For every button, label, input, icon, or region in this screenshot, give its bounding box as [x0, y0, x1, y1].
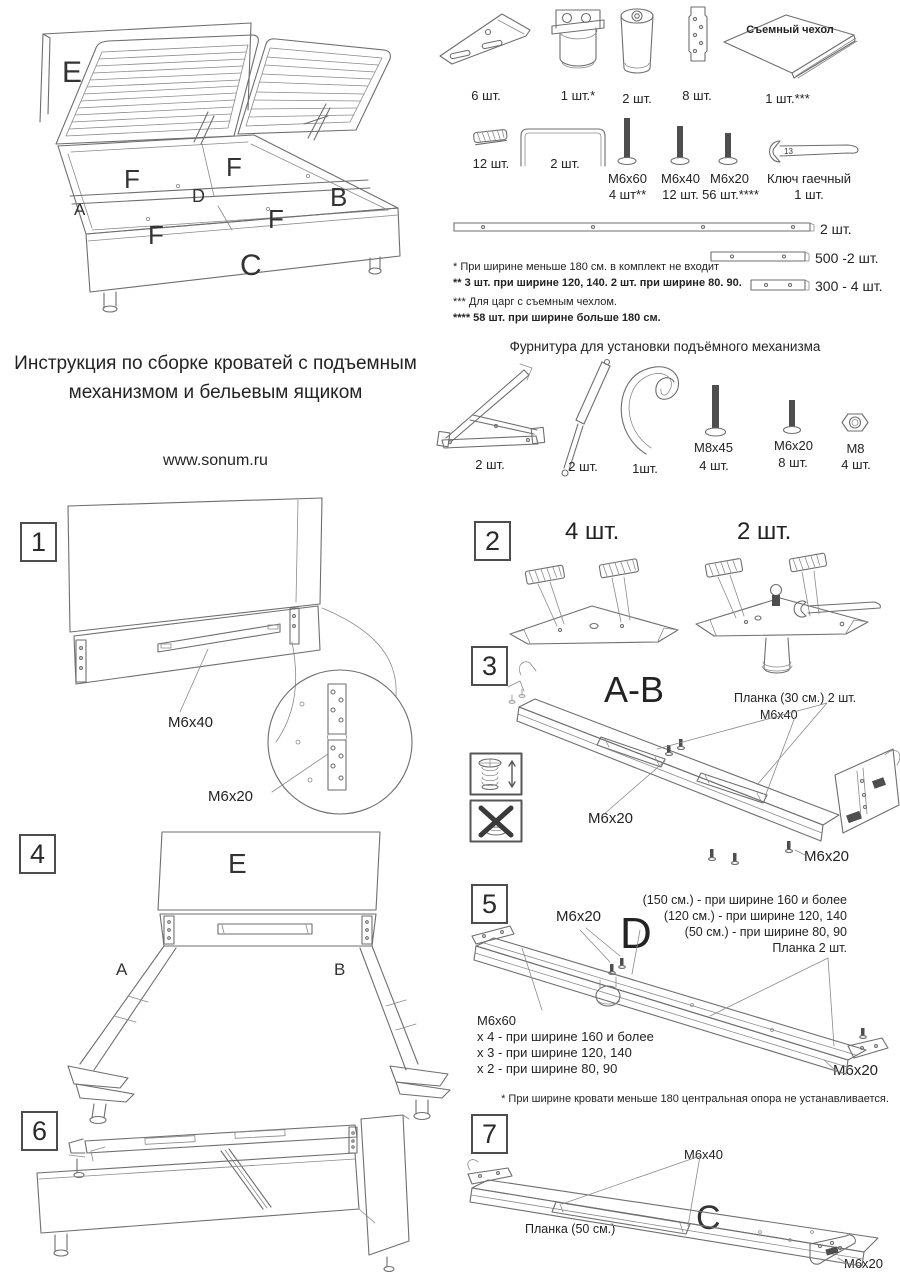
nut-m8-icon [840, 412, 870, 434]
step5-plank-label: Планка 2 шт. [772, 941, 847, 955]
overview-label-side-right: B [330, 182, 348, 212]
step7-m6x40-label: М6х40 [684, 1147, 724, 1162]
bolt-m8x45-label: М8х45 [693, 440, 734, 455]
step-1-number: 1 [20, 522, 57, 562]
step5-option-150: (150 см.) - при ширине 160 и более [642, 893, 847, 907]
step5-illustration [462, 900, 892, 1095]
mid-bar-qty: 500 -2 шт. [815, 250, 879, 266]
step5-count-80: х 2 - при ширине 80, 90 [477, 1061, 618, 1076]
lift-bolt-m6x20-qty: 8 шт. [778, 455, 808, 470]
step6-illustration [25, 1113, 465, 1278]
leg-icon [618, 6, 656, 82]
step5-option-50: (50 см.) - при ширине 80, 90 [684, 925, 847, 939]
corner-bracket-icon [436, 6, 536, 68]
overview-label-headboard: E [62, 56, 83, 89]
step7-m6x20-label: М6х20 [844, 1256, 884, 1271]
lift-mechanism-qty: 2 шт. [475, 457, 505, 472]
bolt-m6x20-qty: 56 шт.**** [702, 187, 759, 202]
long-bar-icon [453, 219, 817, 235]
step3-title: A-B [604, 669, 665, 710]
removable-cover-icon [720, 10, 858, 80]
bolt-m8x45-icon [704, 383, 728, 439]
flat-plate-icon [682, 5, 712, 65]
step5-letter-d: D [620, 909, 652, 958]
wrench-label: Ключ гаечный [766, 171, 852, 186]
step4-illustration [50, 826, 450, 1106]
step1-m6x40-label: М6х40 [168, 714, 214, 731]
step7-illustration [460, 1140, 900, 1280]
long-bar-qty: 2 шт. [820, 221, 852, 237]
bed-overview-figure [8, 4, 444, 344]
step7-plank-label: Планка (50 см.) [525, 1222, 616, 1236]
step2-bracket-4x-illustration [502, 560, 687, 655]
bolt-m6x60-icon [617, 116, 637, 166]
strap-icon [610, 360, 690, 460]
short-bar-qty: 300 - 4 шт. [815, 278, 883, 294]
bolt-m6x40-qty: 12 шт. [662, 187, 699, 202]
removable-cover-qty: 1 шт.*** [765, 91, 810, 106]
step3-m6x40-label: М6х40 [760, 708, 798, 722]
step3-m6x20-mid-label: М6х20 [588, 810, 634, 827]
removable-cover-label: Съемный чехол [746, 24, 834, 36]
bolt-m6x60-qty: 4 шт** [608, 187, 647, 202]
lift-hardware-title: Фурнитура для установки подъёмного механизма [509, 339, 821, 354]
step5-count-160: х 4 - при ширине 160 и более [477, 1029, 654, 1044]
step5-option-120: (120 см.) - при ширине 120, 140 [663, 909, 847, 923]
bolt-m8x45-qty: 4 шт. [699, 458, 729, 473]
mid-bar-icon [710, 249, 812, 265]
short-bar-icon [750, 277, 812, 294]
step7-letter-c: C [696, 1199, 721, 1237]
overview-label-side-left: A [74, 200, 86, 219]
bolt-m6x40-icon [670, 124, 690, 166]
bolt-m6x40-label: М6х40 [660, 171, 701, 186]
step5-m6x60-label: М6х60 [477, 1013, 517, 1028]
step5-m6x20-bottom-label: М6х20 [833, 1062, 879, 1079]
step4-label-side-left: A [116, 960, 128, 979]
step3-illustration [505, 655, 900, 883]
step5-note: * При ширине кровати меньше 180 центральная опора не устанавливается. [501, 1093, 889, 1105]
kit-note-1: * При ширине меньше 180 см. в комплект не входит [453, 261, 720, 273]
plug-qty: 12 шт. [472, 156, 510, 171]
step2-qty4-label: 4 шт. [565, 518, 620, 545]
step3-m6x20-bottom-label: М6х20 [804, 848, 850, 865]
flat-plate-qty: 8 шт. [682, 88, 712, 103]
step-2-number: 2 [474, 521, 511, 561]
wrench-size-mark: 13 [784, 147, 793, 156]
overview-label-bottom-panel-3: F [148, 220, 164, 250]
wrench-qty: 1 шт. [794, 187, 824, 202]
document-title-line2: механизмом и бельевым ящиком [68, 382, 363, 403]
kit-note-3: *** Для царг с съемным чехлом. [453, 296, 617, 308]
center-leg-bracket-icon [550, 6, 606, 78]
leg-qty: 2 шт. [622, 91, 652, 106]
lift-mechanism-icon [436, 356, 554, 454]
overview-label-bottom-panel-2: F [226, 152, 242, 182]
corner-bracket-qty: 6 шт. [471, 88, 501, 103]
step-5-number: 5 [471, 884, 508, 924]
kit-note-2: ** 3 шт. при ширине 120, 140. 2 шт. при ширине 80. 90. [453, 277, 742, 289]
bolt-m6x60-label: М6х60 [607, 171, 648, 186]
step-6-number: 6 [21, 1111, 58, 1151]
step1-illustration [40, 492, 460, 822]
step1-m6x20-label: М6х20 [208, 788, 254, 805]
bolt-m6x20-label: М6х20 [709, 171, 750, 186]
overview-label-front-panel: C [240, 249, 262, 282]
lift-bolt-m6x20-icon [783, 398, 801, 436]
step2-qty2-label: 2 шт. [737, 518, 792, 545]
step4-label-headboard: E [228, 848, 247, 879]
overview-label-bottom-panel-1: F [124, 164, 140, 194]
nut-m8-qty: 4 шт. [841, 457, 871, 472]
overview-label-bottom-panel-4: F [268, 204, 284, 234]
bolt-m6x20-icon [718, 131, 738, 166]
step-4-number: 4 [19, 834, 56, 874]
step4-label-side-right: B [334, 960, 346, 979]
overview-label-center-beam: D [192, 186, 205, 206]
strap-qty: 1шт. [632, 461, 658, 476]
lift-bolt-m6x20-label: М6х20 [773, 438, 814, 453]
step3-plank-label: Планка (30 см.) 2 шт. [734, 691, 857, 705]
gas-strut-qty: 2 шт. [568, 459, 598, 474]
center-leg-qty: 1 шт.* [560, 88, 596, 103]
u-bracket-qty: 2 шт. [550, 156, 580, 171]
kit-note-4: **** 58 шт. при ширине больше 180 см. [453, 312, 661, 324]
step-7-number: 7 [471, 1114, 508, 1154]
wrench-icon [756, 137, 864, 167]
plug-icon [472, 128, 510, 148]
document-title-line1: Инструкция по сборке кроватей с подъемным [14, 353, 417, 374]
step5-count-120: х 3 - при ширине 120, 140 [477, 1045, 632, 1060]
step-3-number: 3 [471, 646, 508, 686]
step5-m6x20-top-label: М6х20 [556, 908, 602, 925]
website-url: www.sonum.ru [163, 452, 268, 469]
nut-m8-label: М8 [846, 441, 865, 456]
